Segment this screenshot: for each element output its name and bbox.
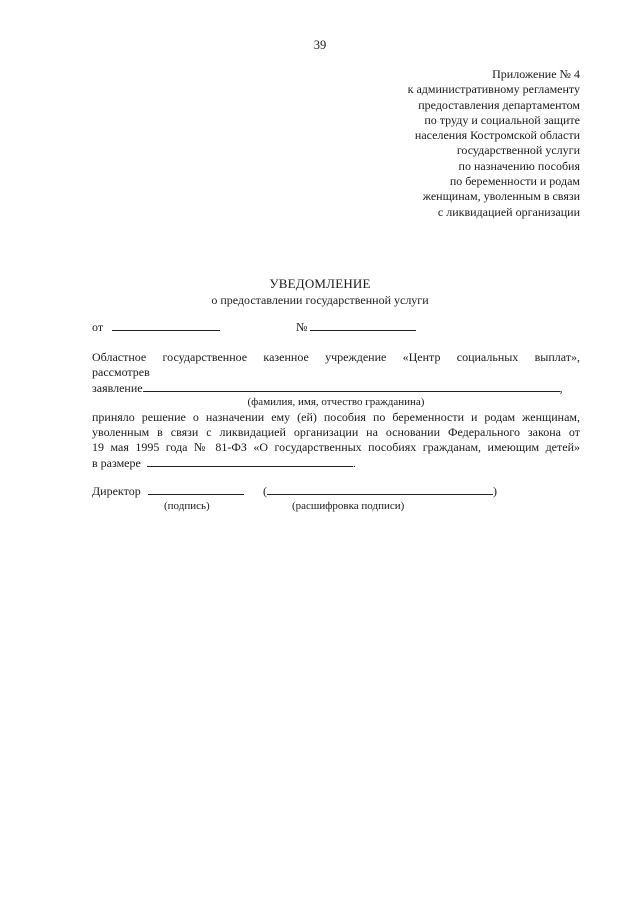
signature-blank-line[interactable] (148, 483, 244, 495)
amount-row (92, 455, 356, 471)
appendix-line: предоставления департаментом (418, 97, 580, 112)
notice-title: УВЕДОМЛЕНИЕ (269, 276, 371, 291)
decision-line: 19 мая 1995 года № 81-ФЗ «О государственных пособиях гражданам, имеющим детей» (92, 440, 580, 454)
application-label: заявление (92, 381, 143, 395)
amount-label: в размере (92, 456, 141, 470)
appendix-line: по беременности и родам (449, 174, 580, 189)
date-blank-line[interactable] (112, 319, 220, 331)
appendix-line: Приложение № 4 (492, 67, 580, 81)
appendix-line: населения Костромской области (414, 128, 580, 143)
appendix-block (408, 67, 580, 220)
date-row (92, 319, 220, 335)
having-considered: рассмотрев (92, 365, 150, 379)
number-row (296, 319, 416, 335)
amount-tail: . (352, 456, 356, 470)
close-paren: ) (493, 484, 497, 498)
decode-blank-line[interactable] (267, 483, 493, 495)
appendix-line: по назначению пособия (458, 158, 580, 173)
open-paren: ( (263, 484, 267, 498)
decode-caption: (расшифровка подписи) (292, 500, 405, 512)
number-label: № (296, 320, 308, 334)
appendix-line: по труду и социальной защите (424, 112, 580, 127)
notice-subtitle: о предоставлении государственной услуги (211, 293, 429, 307)
appendix-line: к административному регламенту (407, 82, 580, 97)
director-label: Директор (92, 484, 141, 498)
fio-caption: (фамилия, имя, отчество гражданина) (247, 396, 425, 408)
appendix-line: с ликвидацией организации (437, 204, 580, 219)
from-label: от (92, 320, 104, 334)
number-blank-line[interactable] (310, 319, 416, 331)
decision-line: уволенным в связи с ликвидацией организации на основании Федерального закона от (92, 425, 580, 439)
signature-caption: (подпись) (164, 500, 210, 512)
institution-line: Областное государственное казенное учреждение «Центр социальных выплат», (92, 350, 580, 364)
fio-blank-line[interactable] (143, 380, 560, 392)
decode-row (263, 483, 497, 499)
appendix-line: государственной услуги (456, 143, 580, 158)
page-number: 39 (313, 38, 327, 52)
decision-line: приняло решение о назначении ему (ей) пособия по беременности и родам женщинам, (92, 410, 580, 424)
decision-text (92, 410, 580, 455)
director-row (92, 483, 244, 499)
application-row (92, 380, 563, 396)
amount-blank-line[interactable] (147, 455, 353, 467)
appendix-line: женщинам, уволенным в связи (422, 189, 580, 204)
application-tail: , (559, 381, 563, 395)
